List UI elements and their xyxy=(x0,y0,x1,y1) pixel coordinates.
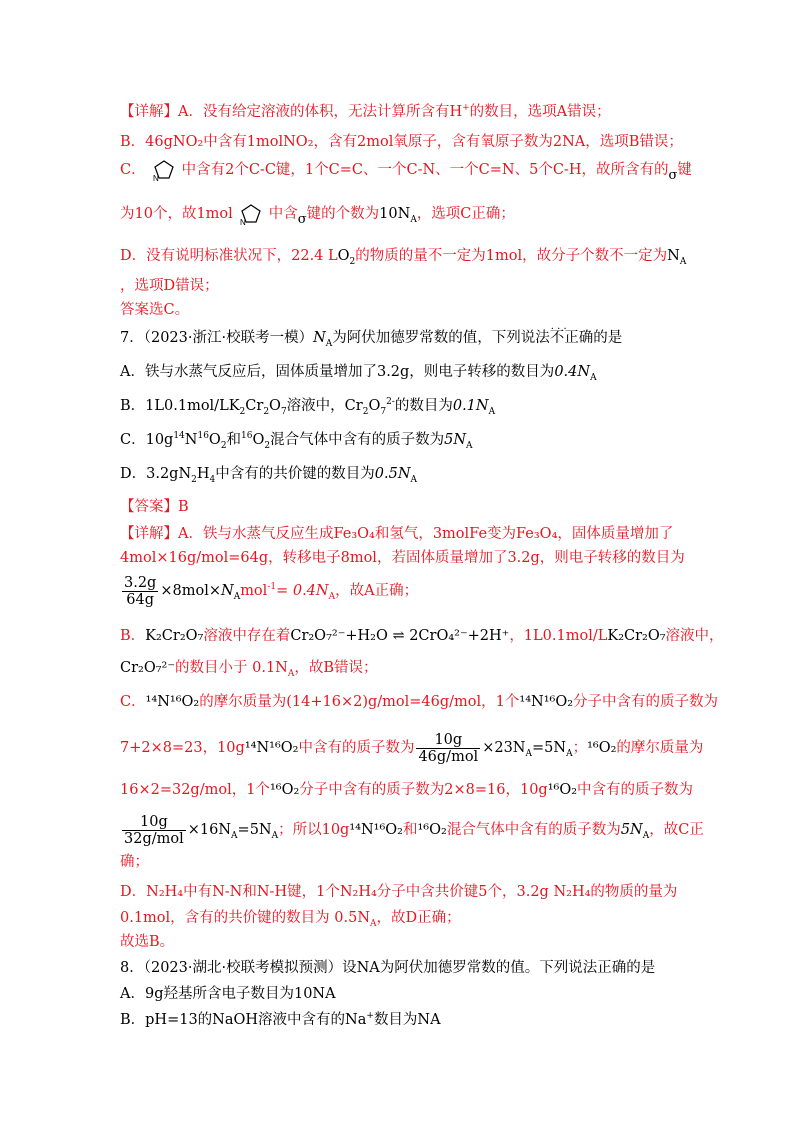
explain-line-5: D．没有说明标准状况下，22.4 $LO_2$的物质的量不一定为1mol，故分子个数不一定为$N_A$ xyxy=(120,248,687,267)
detail-7-line-13: 故选B。 xyxy=(120,934,175,950)
svg-text:N: N xyxy=(239,218,246,226)
fraction: $\frac{10g}{\text{32g/mol}}$ xyxy=(124,813,184,847)
detail-7-line-3: $\frac{3.2g}{64g}$ $\times 8mol\times N_Amol^{-1}= 0.4N_A$，故A正确； xyxy=(124,574,419,608)
detail-7-line-9: $\frac{10g}{\text{32g/mol}}$ $\times 16N_A=5N_A$；所以10g¹⁴N¹⁶O₂和¹⁶O₂混合气体中含有的质子数为$5N_A$，故C正 xyxy=(124,813,704,847)
option-7A: A．铁与水蒸气反应后，固体质量增加了3.2g，则电子转移的数目为$0.4N_A$ xyxy=(120,364,597,383)
question-7-stem: 7．（2023·浙江·校联考一模）$N_A$为阿伏加德罗常数的值，下列说法· · 不正确的是 xyxy=(120,328,622,348)
explain-line-6: ，选项D错误； xyxy=(120,278,219,294)
answer-tag: 【答案】B xyxy=(120,499,189,515)
pyrrole-ring-icon xyxy=(149,158,179,182)
svg-text:N: N xyxy=(152,174,159,182)
option-8A: A．9g羟基所含电子数目为10NA xyxy=(120,986,336,1002)
detail-7-line-8: 16×2=32g/mol，1个¹⁶O₂分子中含有的质子数为2×8=16，10g¹⁶O₂中含有的质子数为 xyxy=(120,782,694,798)
detail-7-line-1: 【详解】A．铁与水蒸气反应生成Fe₃O₄和氢气，3molFe变为Fe₃O₄，固体质量增加了 xyxy=(120,526,674,542)
explain-line-1: 【详解】A．没有给定溶液的体积，无法计算所含有H+的数目，选项A错误； xyxy=(120,103,611,120)
detail-7-line-10: 确； xyxy=(120,854,149,870)
fraction: $\frac{3.2g}{64g}$ xyxy=(124,574,157,608)
option-7C: C．$10g^{14}N^{16}O_2$和$^{16}O_2$混合气体中含有的质子数为$5N_A$ xyxy=(120,431,473,451)
answer-line: 答案选C。 xyxy=(120,302,190,318)
detail-7-line-2: 4mol×16g/mol=64g，转移电子8mol，若固体质量增加了3.2g，则电子转移的数目为 xyxy=(120,550,685,566)
pyrrole-ring-icon xyxy=(236,202,266,226)
detail-tag: 【详解】 xyxy=(120,104,178,120)
detail-7-line-6: C．¹⁴N¹⁶O₂的摩尔质量为(14+16×2)g/mol=46g/mol，1个¹⁴N¹⁶O₂分子中含有的质子数为 xyxy=(120,694,719,710)
explain-line-4: 为10个，故1mol N 中含σ键的个数为$10N_A$，选项C正确； xyxy=(120,202,515,226)
detail-7-line-4: B．K₂Cr₂O₇溶液中存在着Cr₂O₇²⁻+H₂O ⇌ 2CrO₄²⁻+2H⁺，1L0.1mol/LK₂Cr₂O₇溶液中， xyxy=(120,628,724,644)
detail-7-line-5: Cr₂O₇²⁻的数目小于 $0.1N_A$，故B错误； xyxy=(120,660,378,679)
option-7B: B．$1L0.1mol/LK_2Cr_2O_7$溶液中，$Cr_2O_7^{2-}$的数目为$0.1N_A$ xyxy=(120,397,496,417)
fraction: $\frac{10g}{\text{46g/mol}}$ xyxy=(418,731,479,765)
detail-7-line-12: 0.1mol，含有的共价键的数目为 $0.5N_A$，故D正确； xyxy=(120,910,461,929)
detail-7-line-11: D．N₂H₄中有N-N和N-H键，1个N₂H₄分子中含共价键5个，3.2g N₂H₄的物质的量为 xyxy=(120,884,678,900)
detail-7-line-7: 7+2×8=23，10g¹⁴N¹⁶O₂中含有的质子数为 $\frac{10g}{\text{46g/mol}}$ $\times 23N_A=5N_A$；¹⁶O₂的摩尔质量为 xyxy=(120,731,704,765)
explain-line-2: B．46gNO₂中含有1molNO₂，含有2mol氧原子，含有氧原子数为2NA，选项B错误； xyxy=(120,134,683,150)
explain-line-3: C． N 中含有2个C-C键，1个C=C、一个C-N、一个C=N、5个C-H，故所含有的σ键 xyxy=(120,158,692,182)
question-8-stem: 8．（2023·湖北·校联考模拟预测）设NA为阿伏加德罗常数的值。下列说法正确的是 xyxy=(120,960,656,976)
option-7D: D．$3.2gN_2H_4$中含有的共价键的数目为$0.5N_A$ xyxy=(120,466,418,485)
option-8B: B．pH=13的NaOH溶液中含有的Na+数目为NA xyxy=(120,1011,441,1028)
